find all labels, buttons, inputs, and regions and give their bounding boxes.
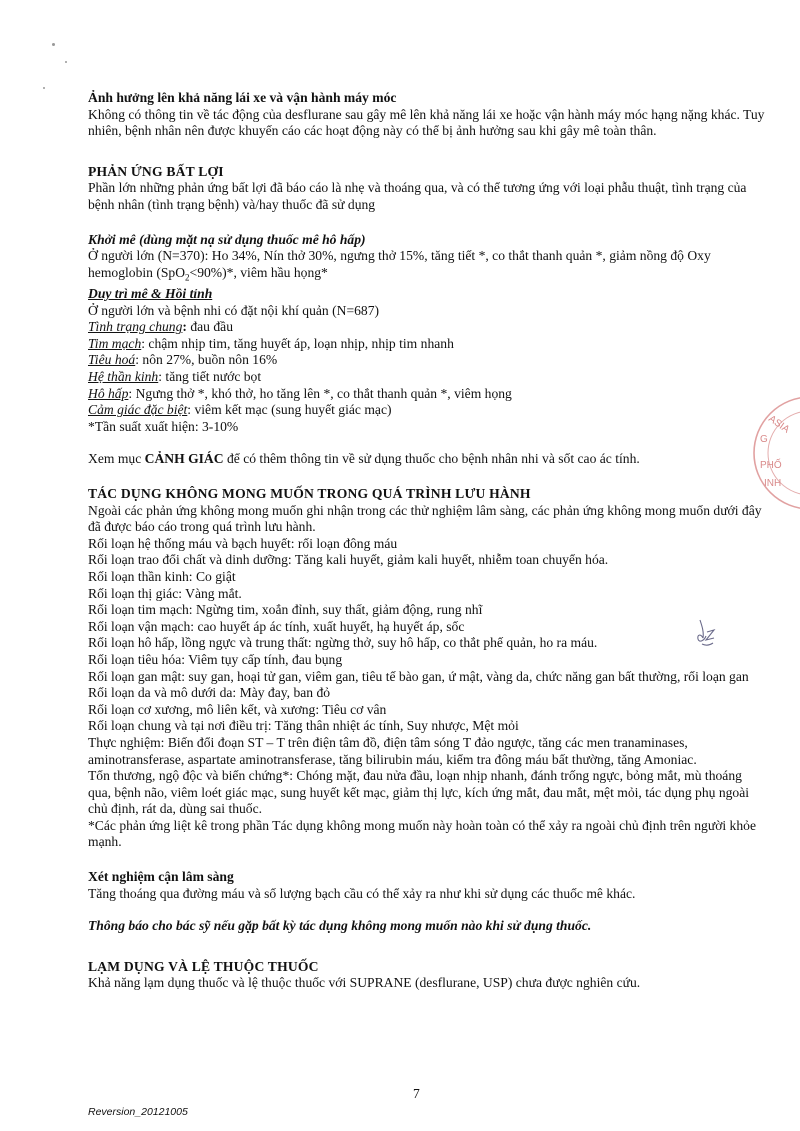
stamp-text-pho: PHỐ [760,460,782,471]
document-page [88,90,768,992]
postmarketing-line: Rối loạn hệ thống máu và bạch huyết: rối loạn đông máu [88,535,398,551]
maintenance-intro: Ở người lớn và bệnh nhi có đặt nội khí quản (N=687) [88,302,380,318]
postmarketing-line: Rối loạn thần kinh: Co giật [88,568,236,584]
maintenance-item-label: Hô hấp [88,385,129,401]
maintenance-item-colon: : [135,352,139,368]
driving-title: Ảnh hưởng lên khả năng lái xe và vận hành máy móc [88,90,397,105]
maintenance-item-colon: : [158,369,163,385]
maintenance-item-colon: : [141,335,146,351]
maintenance-item-text: nôn 27%, buồn nôn 16% [139,352,278,368]
maintenance-item-text: chậm nhịp tim, tăng huyết áp, loạn nhịp, nhịp tim nhanh [145,335,454,351]
maintenance-item [88,369,768,386]
postmarketing-line: Rối loạn tiêu hóa: Viêm tụy cấp tính, đau bụng [88,651,343,667]
maintenance-item [88,386,768,403]
maintenance-item [88,402,768,419]
postmarketing-line: Rối loạn hô hấp, lồng ngực và trung thất: ngừng thở, suy hô hấp, co thắt phế quản, ho ra máu. [88,635,598,651]
postmarketing-line: Rối loạn tim mạch: Ngừng tim, xoắn đỉnh, suy thất, giảm động, rung nhĩ [88,602,483,618]
postmarketing-title: TÁC DỤNG KHÔNG MONG MUỐN TRONG QUÁ TRÌNH LƯU HÀNH [88,486,531,501]
postmarketing-line: Tổn thương, ngộ độc và biến chứng*: Chóng mặt, đau nửa đầu, loạn nhịp nhanh, đánh trống ngực, bỏng mắt, mù thoáng qua, bệnh não, viêm loét giác mạc, sung huyết kết mạc, giảm thị lực, kích ứng mắt, đau mắt, mệt mỏi, tác dụng phụ ngoài chủ định, rát da, dùng sai thuốc. [88,768,750,817]
see-bold: CẢNH GIÁC [144,451,224,467]
postmarketing-line: Rối loạn cơ xương, mô liên kết, và xương: Tiêu cơ vân [88,701,387,717]
company-stamp [748,388,800,518]
postmarketing-line: Rối loạn thị giác: Vàng mắt. [88,585,242,601]
postmarketing-line: Rối loạn chung và tại nơi điều trị: Tăng thân nhiệt ác tính, Suy nhược, Mệt mỏi [88,718,519,734]
maintenance-item-colon: : [128,385,133,401]
adverse-intro: Phần lớn những phản ứng bất lợi đã báo cáo là nhẹ và thoáng qua, và có thể tương ứng với loại phẫu thuật, tình trạng của bệnh nhân (tình trạng bệnh) và/hay thuốc đã sử dụng [88,180,747,212]
see-warning-note [88,451,768,468]
induction-subscript: 2 [185,272,190,283]
induction-title: Khởi mê (dùng mặt nạ sử dụng thuốc mê hô hấp) [88,231,366,247]
stamp-text-top: ASIA [766,413,792,436]
postmarketing-line: *Các phản ứng liệt kê trong phần Tác dụng không mong muốn này hoàn toàn có thể xảy ra ngoài chủ định trên người khỏe mạnh. [88,817,756,850]
postmarketing-line: Ngoài các phản ứng không mong muốn ghi nhận trong các thử nghiệm lâm sàng, các phản ứng không mong muốn dưới đây đã được báo cáo trong quá trình lưu hành. [88,502,762,535]
handwritten-initials [692,616,722,652]
maintenance-item-text: viêm kết mạc (sung huyết giác mạc) [191,402,392,418]
postmarketing-line: Rối loạn trao đổi chất và dinh dưỡng: Tăng kali huyết, giảm kali huyết, nhiễm toan chuyển hóa. [88,552,609,568]
maintenance-item-label: Cảm giác đặc biệt [88,402,188,418]
maintenance-item-text: tăng tiết nước bọt [162,369,262,385]
lab-title: Xét nghiệm cận lâm sàng [88,869,234,885]
maintenance-item-label: Tiêu hoá [88,352,136,368]
maintenance-item-text: đau đầu [186,319,233,335]
maintenance-title: Duy trì mê & Hồi tỉnh [88,286,213,302]
scan-speck [52,43,55,46]
postmarketing-line: Thực nghiệm: Biến đổi đoạn ST – T trên điện tâm đồ, điện tâm sóng T đảo ngược, tăng các men tranaminases, aminotransferase, aspartate aminotransferase, tăng bilirubin máu, kiểm tra đông máu bất thường, tăng Amoniac. [88,734,697,767]
postmarketing-line: Rối loạn da và mô dưới da: Mày đay, ban đỏ [88,685,331,701]
abuse-title: LẠM DỤNG VÀ LỆ THUỘC THUỐC [88,958,319,974]
driving-body: Không có thông tin về tác động của desflurane sau gây mê lên khả năng lái xe hoặc vận hành máy móc hạng nặng khác. Tuy nhiên, bệnh nhân nên được khuyến cáo các hoạt động này có thể bị ảnh hưởng sau khi gây mê toàn thân. [88,106,765,139]
induction-text [88,248,768,286]
lab-body: Tăng thoáng qua đường máu và số lượng bạch cầu có thể xảy ra như khi sử dụng các thuốc mê khác. [88,885,636,901]
maintenance-item [88,352,768,369]
see-post: để có thêm thông tin về sử dụng thuốc cho bệnh nhân nhi và sốt cao ác tính. [223,451,640,467]
induction-text-1: Ở người lớn (N=370): Ho 34%, Nín thở 30%, ngưng thở 15%, tăng tiết *, co thắt thanh quản *, giảm nồng độ Oxy hemoglobin (SpO [88,248,711,280]
revision-label: Reversion_20121005 [88,1106,188,1118]
scan-speck [65,61,67,63]
postmarketing-list [88,503,768,851]
postmarketing-line: Rối loạn gan mật: suy gan, hoại tử gan, viêm gan, tiêu tế bào gan, ứ mật, vàng da, chức năng gan bất thường, rối loạn gan [88,668,749,684]
postmarketing-line: Rối loạn vận mạch: cao huyết áp ác tính, xuất huyết, hạ huyết áp, sốc [88,618,465,634]
maintenance-item-label: Hệ thần kinh [88,369,159,385]
stamp-text-inh: INH [764,478,782,489]
abuse-body: Khả năng lạm dụng thuốc và lệ thuộc thuốc với SUPRANE (desflurane, USP) chưa được nghiên cứu. [88,975,641,991]
page-number: 7 [413,1086,420,1101]
maintenance-item-text: Ngưng thở *, khó thở, ho tăng lên *, co thắt thanh quản *, viêm họng [132,385,512,401]
maintenance-item-list [88,319,768,419]
maintenance-item [88,319,768,336]
maintenance-item-label: Tim mạch [88,335,142,351]
adverse-title: PHẢN ỨNG BẤT LỢI [88,163,224,179]
maintenance-item-colon: : [187,402,192,418]
frequency-note: *Tần suất xuất hiện: 3-10% [88,418,239,434]
induction-text-2: <90%)*, viêm hầu họng* [189,264,328,280]
maintenance-item [88,336,768,353]
maintenance-item-colon: : [182,319,187,335]
maintenance-item-label: Tình trạng chung [88,319,183,335]
doctor-notice: Thông báo cho bác sỹ nếu gặp bất kỳ tác dụng không mong muốn nào khi sử dụng thuốc. [88,918,592,934]
see-pre: Xem mục [88,451,145,467]
stamp-text-mid: G [760,434,768,445]
scan-speck [43,87,45,89]
